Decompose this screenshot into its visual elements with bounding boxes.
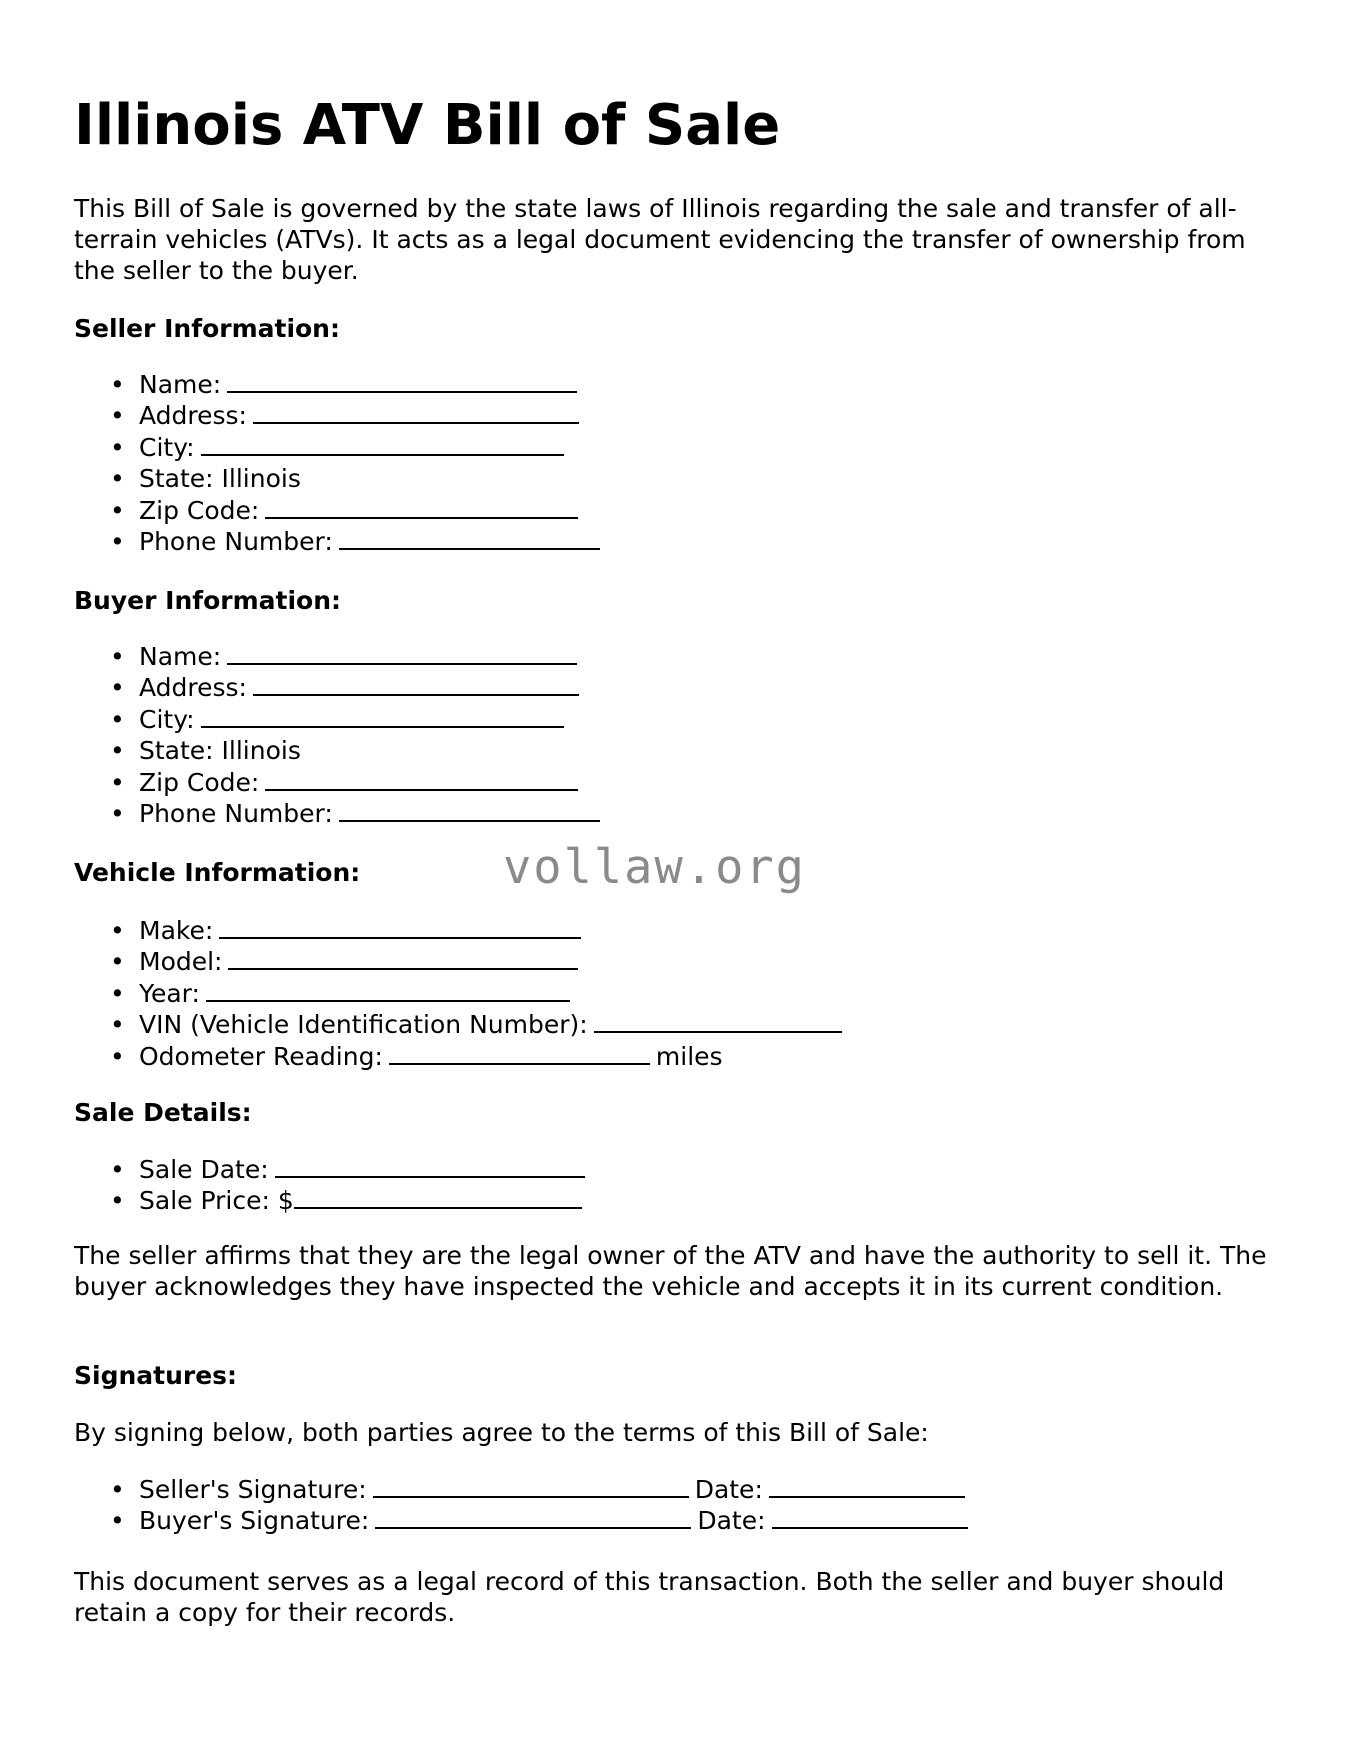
buyer-city-blank[interactable] — [201, 704, 564, 728]
sale-heading: Sale Details: — [74, 1098, 252, 1127]
intro-paragraph: This Bill of Sale is governed by the state laws of Illinois regarding the sale and transfer of all-terrain vehicles (ATVs). It acts as a legal document evidencing the transfer of ownership from the seller to the buyer. — [74, 194, 1246, 285]
vehicle-model-field: • Model: — [74, 946, 848, 977]
sale-date-blank[interactable] — [275, 1154, 585, 1178]
vehicle-model-label: Model: — [139, 947, 223, 977]
seller-address-label: Address: — [139, 401, 247, 431]
closing-paragraph: This document serves as a legal record of this transaction. Both the seller and buyer should retain a copy for their records. — [74, 1567, 1225, 1627]
buyer-city-label: City: — [139, 704, 195, 734]
vehicle-year-field: • Year: — [74, 978, 848, 1009]
buyer-city-field: • City: — [74, 704, 606, 735]
vehicle-vin-field: • VIN (Vehicle Identification Number): — [74, 1009, 848, 1040]
vehicle-make-field: • Make: — [74, 915, 848, 946]
watermark-text: vollaw.org — [503, 840, 806, 895]
seller-phone-blank[interactable] — [339, 526, 600, 550]
buyer-phone-field: • Phone Number: — [74, 798, 606, 829]
buyer-name-label: Name: — [139, 642, 222, 671]
buyer-name-field: • Name: — [74, 641, 606, 672]
seller-city-field: • City: — [74, 432, 606, 463]
vehicle-year-label: Year: — [139, 978, 200, 1008]
buyer-address-blank[interactable] — [253, 672, 579, 696]
seller-city-label: City: — [139, 432, 195, 462]
vehicle-odometer-blank[interactable] — [389, 1041, 650, 1065]
seller-name-label: Name: — [139, 370, 222, 399]
seller-zip-label: Zip Code: — [139, 495, 260, 525]
buyer-name-blank[interactable] — [227, 641, 577, 665]
buyer-address-label: Address: — [139, 673, 247, 703]
sale-price-label: Sale Price: $ — [139, 1186, 294, 1216]
vehicle-odometer-field: • Odometer Reading: miles — [110, 1041, 723, 1071]
signature-fields — [74, 1474, 974, 1537]
affirmation-paragraph: The seller affirms that they are the legal owner of the ATV and have the authority to sell it. The buyer acknowledges they have inspected the vehicle and accepts it in its current condition. — [74, 1241, 1267, 1301]
vehicle-model-blank[interactable] — [228, 946, 578, 970]
buyer-signature-blank[interactable] — [375, 1505, 691, 1529]
buyer-zip-label: Zip Code: — [139, 767, 260, 797]
seller-zip-field: • Zip Code: — [74, 495, 606, 526]
seller-phone-label: Phone Number: — [139, 527, 333, 557]
vehicle-heading: Vehicle Information: — [74, 858, 361, 887]
vehicle-make-blank[interactable] — [219, 915, 581, 939]
sale-date-field: • Sale Date: — [74, 1154, 591, 1185]
buyer-signature-label: Buyer's Signature: — [139, 1506, 370, 1536]
sale-fields — [74, 1154, 591, 1217]
buyer-signature-date-blank[interactable] — [772, 1505, 968, 1529]
buyer-address-field: • Address: — [74, 672, 606, 703]
vehicle-year-blank[interactable] — [206, 978, 570, 1002]
sale-price-blank[interactable] — [294, 1185, 582, 1209]
vehicle-odometer-label: Odometer Reading: — [139, 1041, 383, 1071]
seller-phone-field: • Phone Number: — [74, 526, 606, 557]
seller-signature-label: Seller's Signature: — [139, 1475, 367, 1504]
buyer-phone-label: Phone Number: — [139, 799, 333, 829]
buyer-signature-date-label: Date: — [697, 1506, 766, 1536]
buyer-state-text: State: Illinois — [139, 736, 301, 766]
seller-address-blank[interactable] — [253, 400, 579, 424]
seller-state-field: • State: Illinois — [110, 464, 301, 494]
buyer-phone-blank[interactable] — [339, 798, 600, 822]
seller-state-text: State: Illinois — [139, 464, 301, 494]
seller-zip-blank[interactable] — [265, 495, 578, 519]
sale-price-field: • Sale Price: $ — [74, 1185, 591, 1216]
seller-name-field: • Name: — [74, 369, 606, 400]
sale-date-label: Sale Date: — [139, 1155, 269, 1184]
buyer-zip-field: • Zip Code: — [74, 767, 606, 798]
signatures-heading: Signatures: — [74, 1361, 238, 1390]
seller-signature-date-blank[interactable] — [769, 1474, 965, 1498]
buyer-heading: Buyer Information: — [74, 586, 342, 615]
seller-heading: Seller Information: — [74, 314, 340, 343]
seller-fields — [74, 369, 606, 557]
signatures-intro: By signing below, both parties agree to the terms of this Bill of Sale: — [74, 1418, 929, 1447]
buyer-signature-field: • Buyer's Signature: Date: — [74, 1505, 974, 1536]
vehicle-fields — [74, 915, 848, 1072]
buyer-state-field: • State: Illinois — [110, 736, 301, 766]
seller-name-blank[interactable] — [227, 369, 577, 393]
vehicle-vin-label: VIN (Vehicle Identification Number): — [139, 1010, 588, 1040]
seller-signature-field: • Seller's Signature: Date: — [74, 1474, 974, 1505]
vehicle-odometer-unit: miles — [655, 1041, 723, 1071]
vehicle-make-label: Make: — [139, 916, 214, 945]
seller-city-blank[interactable] — [201, 432, 564, 456]
buyer-fields — [74, 641, 606, 829]
document-title: Illinois ATV Bill of Sale — [74, 93, 781, 158]
seller-address-field: • Address: — [74, 400, 606, 431]
buyer-zip-blank[interactable] — [265, 767, 578, 791]
seller-signature-date-label: Date: — [694, 1475, 763, 1504]
seller-signature-blank[interactable] — [373, 1474, 689, 1498]
vehicle-vin-blank[interactable] — [594, 1009, 842, 1033]
